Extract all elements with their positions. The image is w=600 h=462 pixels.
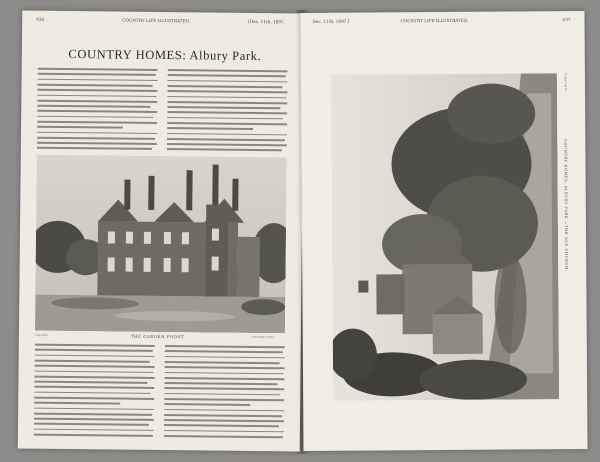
text-line bbox=[167, 148, 287, 153]
old-church-illustration bbox=[331, 73, 559, 401]
old-church-photo bbox=[331, 73, 559, 401]
article-title: COUNTRY HOMES: Albury Park. bbox=[68, 47, 262, 64]
text-line bbox=[37, 147, 157, 152]
body-text-column-2 bbox=[164, 344, 285, 441]
right-page bbox=[300, 11, 587, 451]
intro-text-column-2 bbox=[167, 68, 288, 153]
garden-front-photo bbox=[35, 155, 287, 334]
left-photo-copyright: Copyright bbox=[34, 333, 49, 337]
left-page bbox=[18, 11, 305, 452]
left-folio: 636 bbox=[36, 16, 45, 22]
text-line bbox=[34, 439, 154, 440]
right-running-title: COUNTRY LIFE ILLUSTRATED. bbox=[400, 17, 469, 24]
right-photo-copyright: Copyright bbox=[563, 73, 568, 92]
body-text-column-1 bbox=[34, 343, 155, 440]
garden-front-illustration bbox=[35, 155, 287, 334]
left-running-date: [Dec. 11th, 1897. bbox=[248, 18, 286, 25]
left-running-title: COUNTRY LIFE ILLUSTRATED. bbox=[122, 17, 191, 24]
right-folio: 637 bbox=[562, 17, 571, 23]
left-photo-caption: THE GARDEN FRONT. bbox=[130, 333, 186, 340]
left-photo-credit: "COUNTRY LIFE" bbox=[250, 335, 275, 340]
right-photo-caption: COUNTRY HOMES: ALBURY PARK.—THE OLD CHURCH. bbox=[563, 139, 569, 272]
right-running-date: Dec. 11th, 1897.] bbox=[312, 18, 350, 24]
text-line bbox=[164, 440, 284, 441]
intro-text-column-1 bbox=[37, 67, 158, 152]
